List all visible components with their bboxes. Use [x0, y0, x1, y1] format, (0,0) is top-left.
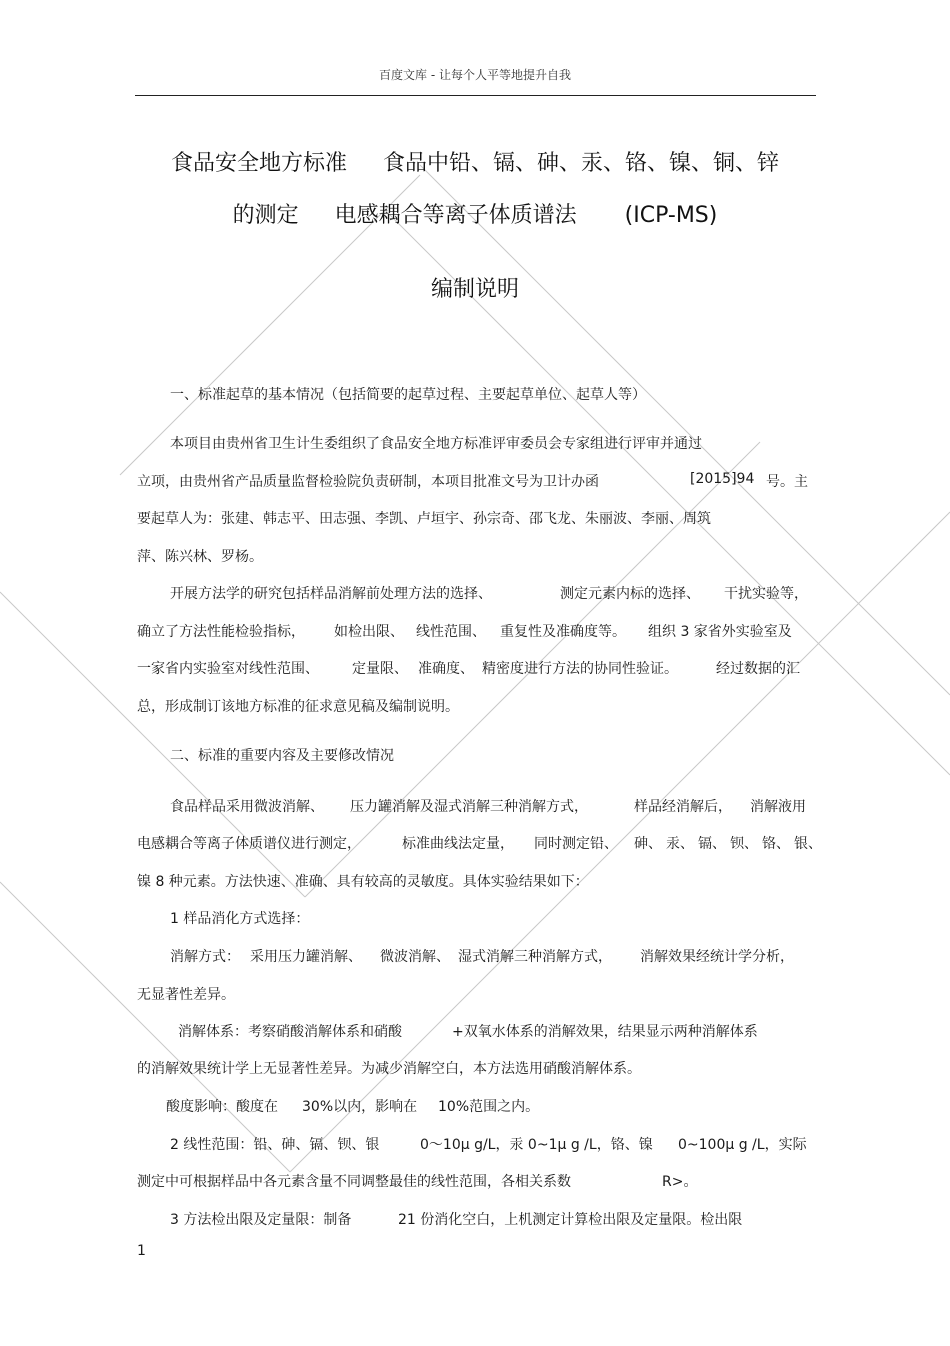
- paragraph-line: 经过数据的汇: [716, 661, 800, 677]
- paragraph-line: 样品经消解后，: [634, 799, 732, 815]
- paragraph-line: 0～10μ g/L，汞 0~1μ g /L，铬、镍: [420, 1137, 653, 1153]
- paragraph-line: 银、: [794, 836, 822, 852]
- paragraph-line: 压力罐消解及湿式消解三种消解方式，: [350, 799, 588, 815]
- paragraph-line: 0~100μ g /L，实际: [678, 1137, 807, 1153]
- paragraph-line: +双氧水体系的消解效果，结果显示两种消解体系: [452, 1024, 758, 1040]
- paragraph-line: 铬、: [762, 836, 790, 852]
- document-title-line-2: [0, 198, 950, 229]
- approval-number: [2015]94: [690, 471, 755, 487]
- paragraph-line: 微波消解、: [380, 949, 450, 965]
- title-method-abbrev: (ICP-MS): [624, 203, 718, 228]
- title-subject: 食品中铅、镉、砷、汞、铬、镍、铜、锌: [383, 151, 780, 176]
- paragraph-line: 钡、: [730, 836, 758, 852]
- paragraph-line: 开展方法学的研究包括样品消解前处理方法的选择、: [170, 586, 492, 602]
- paragraph-line: 如检出限、: [334, 624, 404, 640]
- document-title-line-1: [0, 146, 950, 177]
- paragraph-line: 酸度影响：酸度在: [166, 1099, 278, 1115]
- paragraph-line: 无显著性差异。: [137, 987, 235, 1003]
- section-2-heading: 二、标准的重要内容及主要修改情况: [170, 748, 394, 764]
- paragraph-line: 湿式消解三种消解方式，: [458, 949, 612, 965]
- paragraph-line: 组织 3 家省外实验室及: [648, 624, 792, 640]
- paragraph-line: 确立了方法性能检验指标，: [137, 624, 305, 640]
- paragraph-line: 电感耦合等离子体质谱仪进行测定，: [137, 836, 361, 852]
- paragraph-line: 总，形成制订该地方标准的征求意见稿及编制说明。: [137, 699, 459, 715]
- paragraph-line: 立项，由贵州省产品质量监督检验院负责研制，本项目批准文号为卫计办函: [137, 474, 599, 490]
- paragraph-line: 采用压力罐消解、: [250, 949, 362, 965]
- paragraph-line: 2 线性范围：铅、砷、镉、钡、银: [170, 1137, 380, 1153]
- section-1-heading: 一、标准起草的基本情况（包括简要的起草过程、主要起草单位、起草人等）: [170, 387, 646, 403]
- paragraph-line: 同时测定铅、: [534, 836, 618, 852]
- paragraph-line: 本项目由贵州省卫生计生委组织了食品安全地方标准评审委员会专家组进行评审并通过: [170, 436, 702, 452]
- paragraph-line: 3 方法检出限及定量限：制备: [170, 1212, 352, 1228]
- paragraph-line: 镍 8 种元素。方法快速、准确、具有较高的灵敏度。具体实验结果如下：: [137, 874, 589, 890]
- paragraph-line: 一家省内实验室对线性范围、: [137, 661, 319, 677]
- paragraph-line: 定量限、: [352, 661, 408, 677]
- paragraph-line: 干扰实验等，: [724, 586, 808, 602]
- paragraph-line: 10%范围之内。: [438, 1099, 540, 1115]
- paragraph-line: 消解效果经统计学分析，: [640, 949, 794, 965]
- paragraph-line: R>。: [662, 1174, 698, 1190]
- paragraph-line: 镉、: [698, 836, 726, 852]
- page-header: 百度文库 - 让每个人平等地提升自我: [379, 68, 571, 82]
- title-determination: 的测定: [232, 203, 299, 228]
- document-subtitle: 编制说明: [430, 277, 519, 302]
- paragraph-line: 测定中可根据样品中各元素含量不同调整最佳的线性范围，各相关系数: [137, 1174, 571, 1190]
- title-standard-type: 食品安全地方标准: [170, 151, 347, 176]
- paragraph-line: 重复性及准确度等。: [500, 624, 626, 640]
- paragraph-line: 线性范围、: [416, 624, 486, 640]
- paragraph-line: 砷、: [634, 836, 662, 852]
- paragraph-line: 汞、: [666, 836, 694, 852]
- paragraph-line: 测定元素内标的选择、: [560, 586, 700, 602]
- paragraph-line: 食品样品采用微波消解、: [170, 799, 324, 815]
- title-method: 电感耦合等离子体质谱法: [334, 203, 577, 228]
- page-number: 1: [137, 1243, 146, 1259]
- paragraph-line: 消解体系：考察硝酸消解体系和硝酸: [178, 1024, 402, 1040]
- paragraph-line: 萍、陈兴林、罗杨。: [137, 549, 263, 565]
- paragraph-line: 21 份消化空白，上机测定计算检出限及定量限。检出限: [398, 1212, 743, 1228]
- paragraph-line: 号。主: [766, 474, 808, 490]
- paragraph-line: 要起草人为：张建、韩志平、田志强、李凯、卢垣宇、孙宗奇、邵飞龙、朱丽波、李丽、周筑: [137, 511, 711, 527]
- paragraph-line: 消解方式：: [170, 949, 240, 965]
- paragraph-line: 精密度进行方法的协同性验证。: [482, 661, 678, 677]
- paragraph-line: 的消解效果统计学上无显著性差异。为减少消解空白，本方法选用硝酸消解体系。: [137, 1061, 641, 1077]
- paragraph-line: 准确度、: [418, 661, 474, 677]
- header-rule: [135, 95, 816, 96]
- paragraph-line: 标准曲线法定量，: [402, 836, 514, 852]
- paragraph-line: 30%以内，影响在: [302, 1099, 418, 1115]
- item-1-title: 1 样品消化方式选择：: [170, 911, 310, 927]
- paragraph-line: 消解液用: [750, 799, 806, 815]
